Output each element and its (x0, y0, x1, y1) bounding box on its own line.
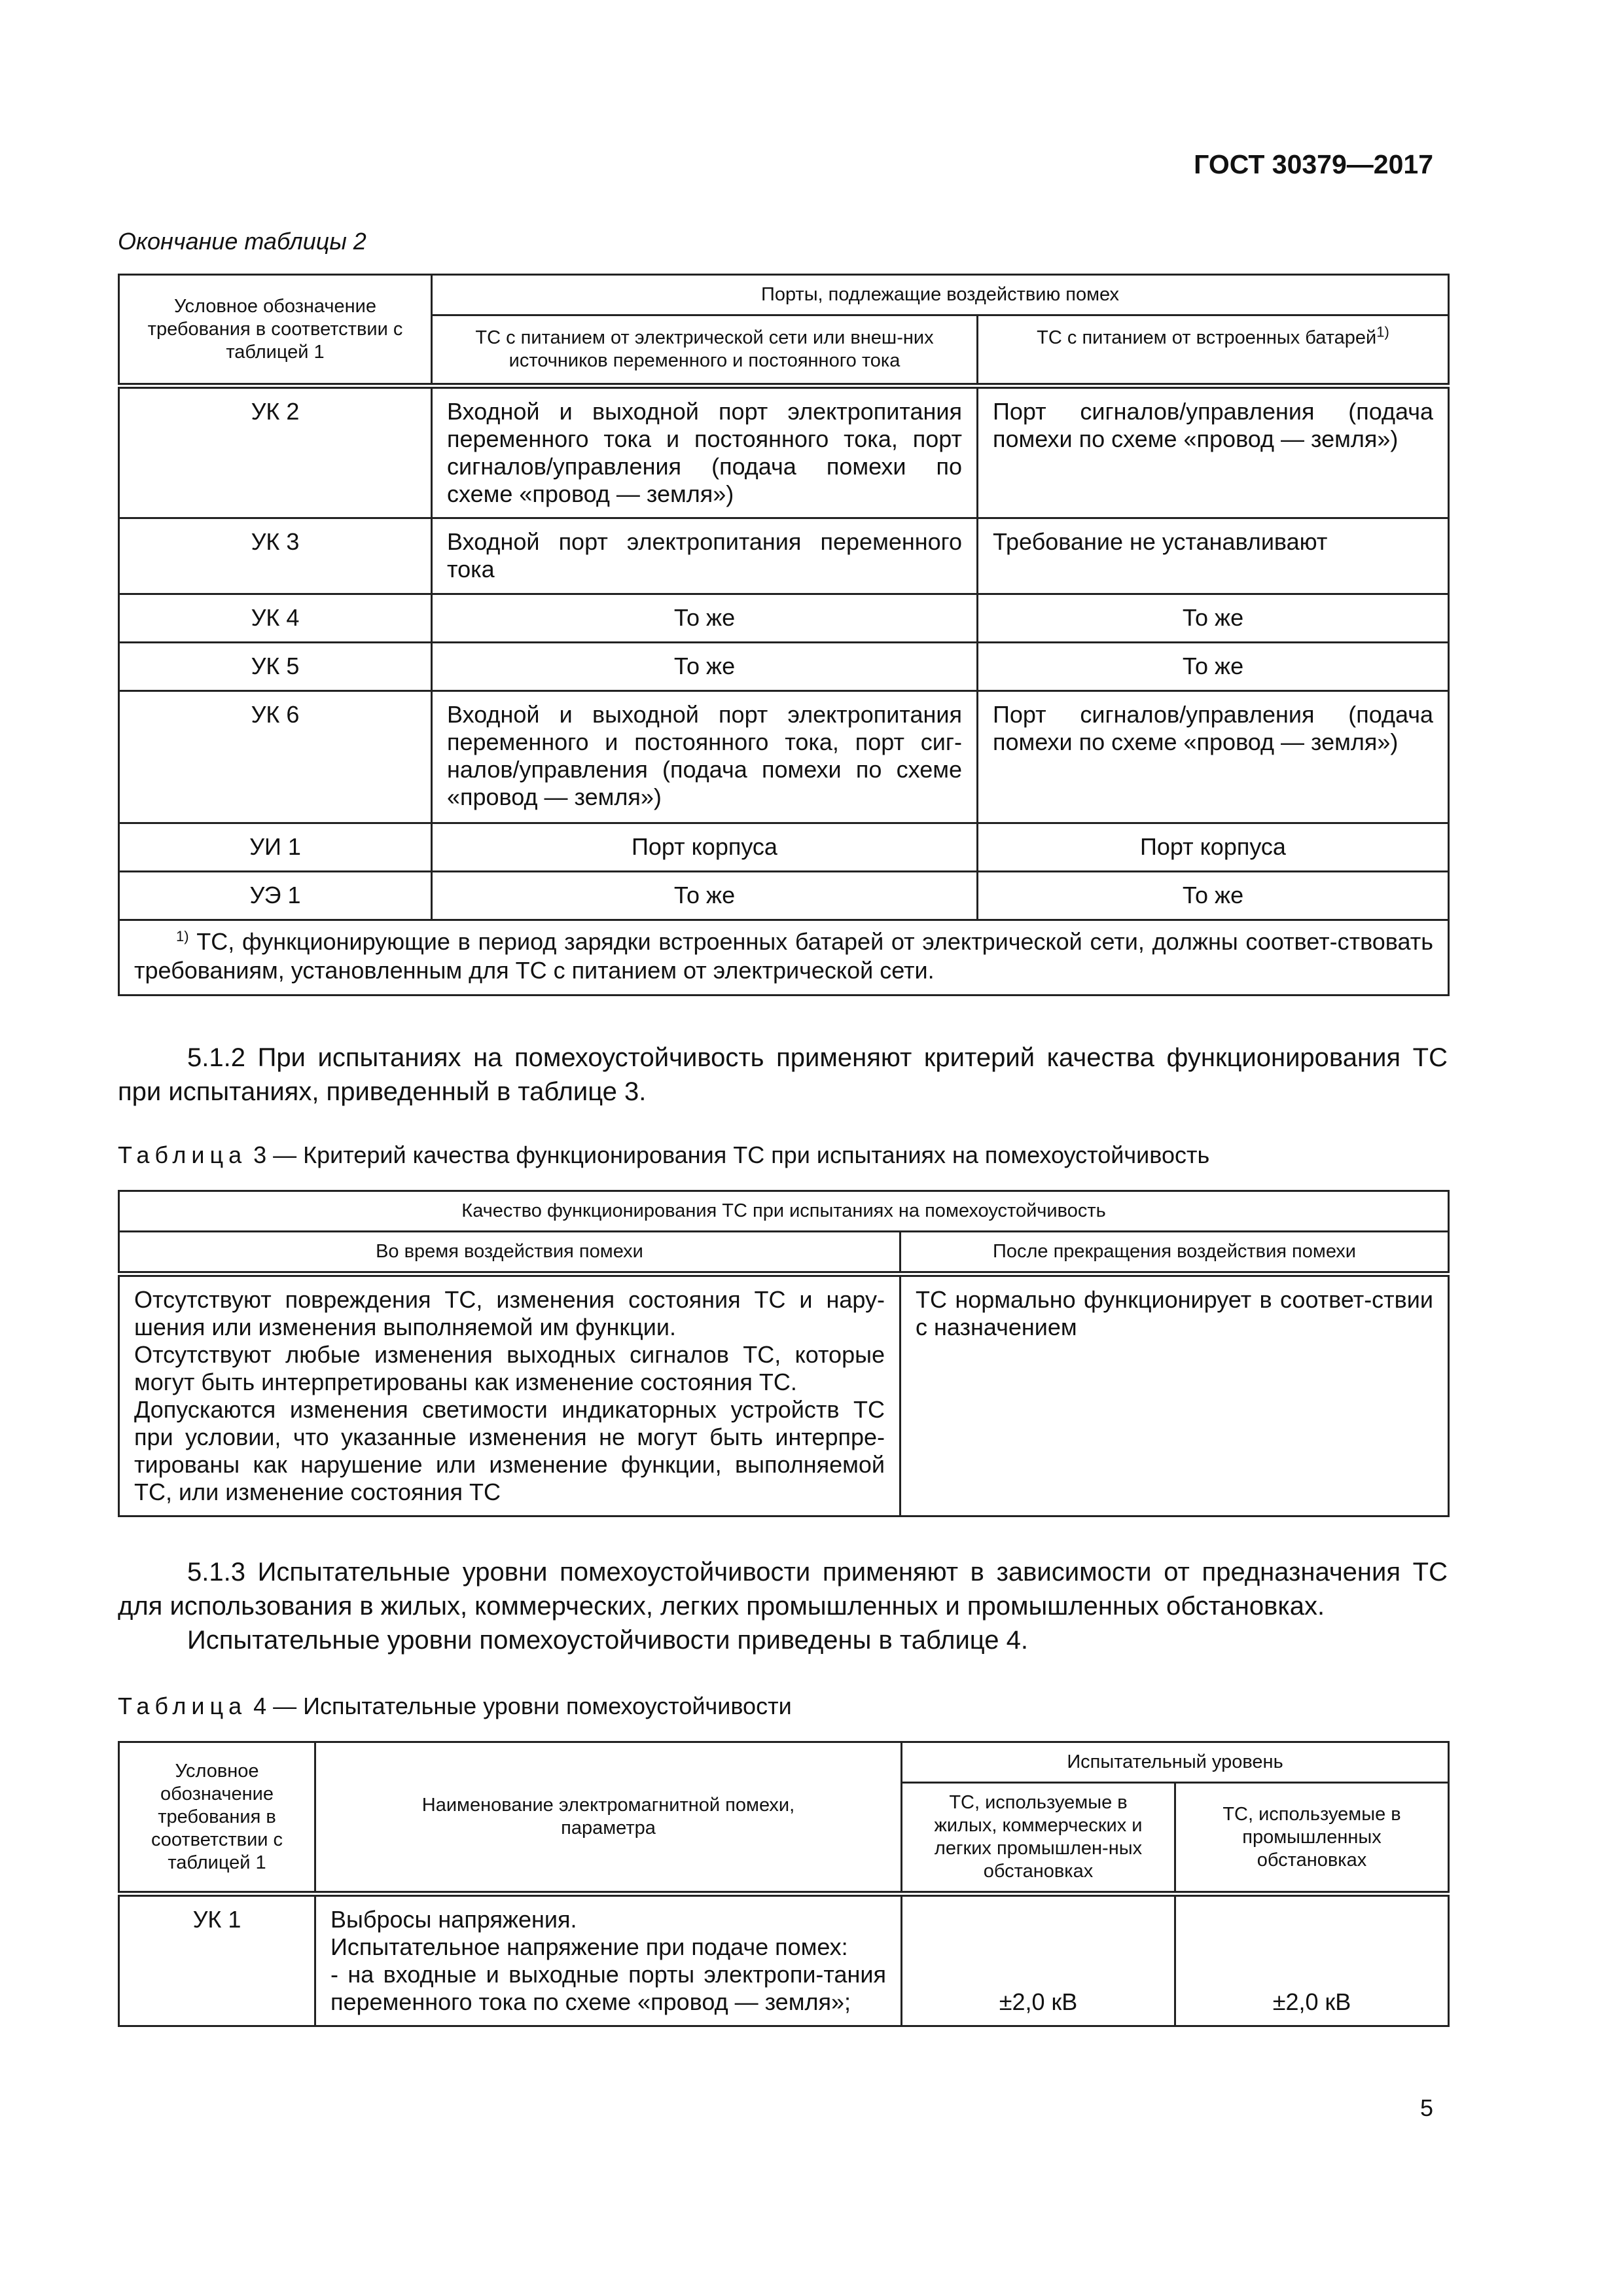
table-row (119, 1894, 1449, 2026)
row-battery: Порт корпуса (978, 823, 1449, 872)
table4-head-code: Условное обозначение требования в соответствии с таблицей 1 (119, 1742, 315, 1894)
table3-head-after: После прекращения воздействия помехи (901, 1232, 1449, 1274)
table-row (119, 872, 1449, 920)
table3-head-during: Во время воздействия помехи (119, 1232, 901, 1274)
table3-during-cell: Отсутствуют повреждения ТС, изменения состояния ТС и нару-шения или изменения выполняемой им функции. Отсутствуют любые изменения выходных сигналов ТС, которые могут быть интерпретированы как изменение состояния ТС. Допускаются изменения светимости индикаторных устройств ТС при условии, что указанные изменения не могут быть интерпре-тированы как нарушение или изменение функции, выполняемой ТС, или изменение состояния ТС (119, 1274, 901, 1516)
row-mains: То же (432, 872, 978, 920)
table4-head-group: Испытательный уровень (902, 1742, 1449, 1783)
row-mains: То же (432, 594, 978, 643)
table3-head-group: Качество функционирования ТС при испытаниях на помехоустойчивость (119, 1191, 1449, 1232)
table-row (119, 823, 1449, 872)
row-battery: То же (978, 594, 1449, 643)
table2-head-battery: ТС с питанием от встроенных батарей$^{1)}$ (978, 315, 1449, 386)
row-mains: Входной и выходной порт электропитания переменного тока и постоянного тока, порт сигналов/управления (подача помехи по схеме «провод — земля») (432, 386, 978, 518)
table-row (119, 386, 1449, 518)
page-number: 5 (1419, 2094, 1433, 2121)
paragraph-5-1-3: 5.1.3 Испытательные уровни помехоустойчивости применяют в зависимости от предназначения ТС для использования в жилых, коммерческих, легких промышленных и промышленных обстановках. Испытательные уровни помехоустойчивости приведены в таблице 4. (118, 1558, 1448, 1655)
document-code: ГОСТ 30379—2017 (1194, 149, 1433, 179)
row-code: УЭ 1 (119, 872, 432, 920)
row-code: УК 2 (119, 386, 432, 518)
table4-head-residential: ТС, используемые в жилых, коммерческих и легких промышлен-ных обстановках (902, 1783, 1175, 1894)
table2-caption: Окончание таблицы 2 (118, 228, 366, 255)
table3-after-cell: ТС нормально функционирует в соответ-ствии с назначением (901, 1274, 1449, 1516)
row-battery: Требование не устанавливают (978, 518, 1449, 594)
table-row (119, 643, 1449, 691)
table4-head-industrial: ТС, используемые в промышленных обстановках (1175, 1783, 1449, 1894)
row-battery: То же (978, 872, 1449, 920)
table-row (119, 691, 1449, 823)
table2-footnote: $^{1)}$ ТС, функционирующие в период зарядки встроенных батарей от электрической сети, должны соответ-ствовать требованиям, установленным для ТС с питанием от электрической сети. (119, 920, 1449, 996)
footnote-mark: 1) (176, 928, 189, 944)
row-mains: То же (432, 643, 978, 691)
row-code: УИ 1 (119, 823, 432, 872)
row-code: УК 1 (119, 1894, 315, 2026)
row-code: УК 6 (119, 691, 432, 823)
table-row (119, 594, 1449, 643)
row-mains: Входной порт электропитания переменного тока (432, 518, 978, 594)
row-code: УК 4 (119, 594, 432, 643)
table4-caption: Таблица 4 — Испытательные уровни помехоустойчивости (118, 1693, 792, 1719)
table-3 (118, 1190, 1450, 1517)
row-mains: Входной и выходной порт электропитания переменного и постоянного тока, порт сиг-налов/управления (подача помехи по схеме «провод — земля») (432, 691, 978, 823)
table-4 (118, 1741, 1450, 2027)
row-battery: То же (978, 643, 1449, 691)
row-name: Выбросы напряжения. Испытательное напряжение при подаче помех: - на входные и выходные порты электропи-тания переменного тока по схеме «провод — земля»; (315, 1894, 902, 2026)
table-row (119, 518, 1449, 594)
table3-caption: Таблица 3 — Критерий качества функционирования ТС при испытаниях на помехоустойчивость (118, 1141, 1210, 1168)
row-mains: Порт корпуса (432, 823, 978, 872)
table-row (119, 1274, 1449, 1516)
paragraph-5-1-2: 5.1.2 При испытаниях на помехоустойчивость применяют критерий качества функционирования ТС при испытаниях, приведенный в таблице 3. (118, 1043, 1448, 1106)
row-battery: Порт сигналов/управления (подача помехи по схеме «провод — земля») (978, 386, 1449, 518)
table2-head-mains: ТС с питанием от электрической сети или внеш-них источников переменного и постоянного тока (432, 315, 978, 386)
footnote-ref: 1) (1376, 323, 1389, 340)
table2-head-group: Порты, подлежащие воздействию помех (432, 275, 1449, 315)
row-level-industrial: ±2,0 кВ (1175, 1894, 1449, 2026)
row-code: УК 5 (119, 643, 432, 691)
table-2 (118, 274, 1450, 996)
row-level-residential: ±2,0 кВ (902, 1894, 1175, 2026)
row-code: УК 3 (119, 518, 432, 594)
table4-head-name: Наименование электромагнитной помехи, параметра (315, 1742, 902, 1894)
row-battery: Порт сигналов/управления (подача помехи по схеме «провод — земля») (978, 691, 1449, 823)
table2-head-code: Условное обозначение требования в соответствии с таблицей 1 (119, 275, 432, 386)
